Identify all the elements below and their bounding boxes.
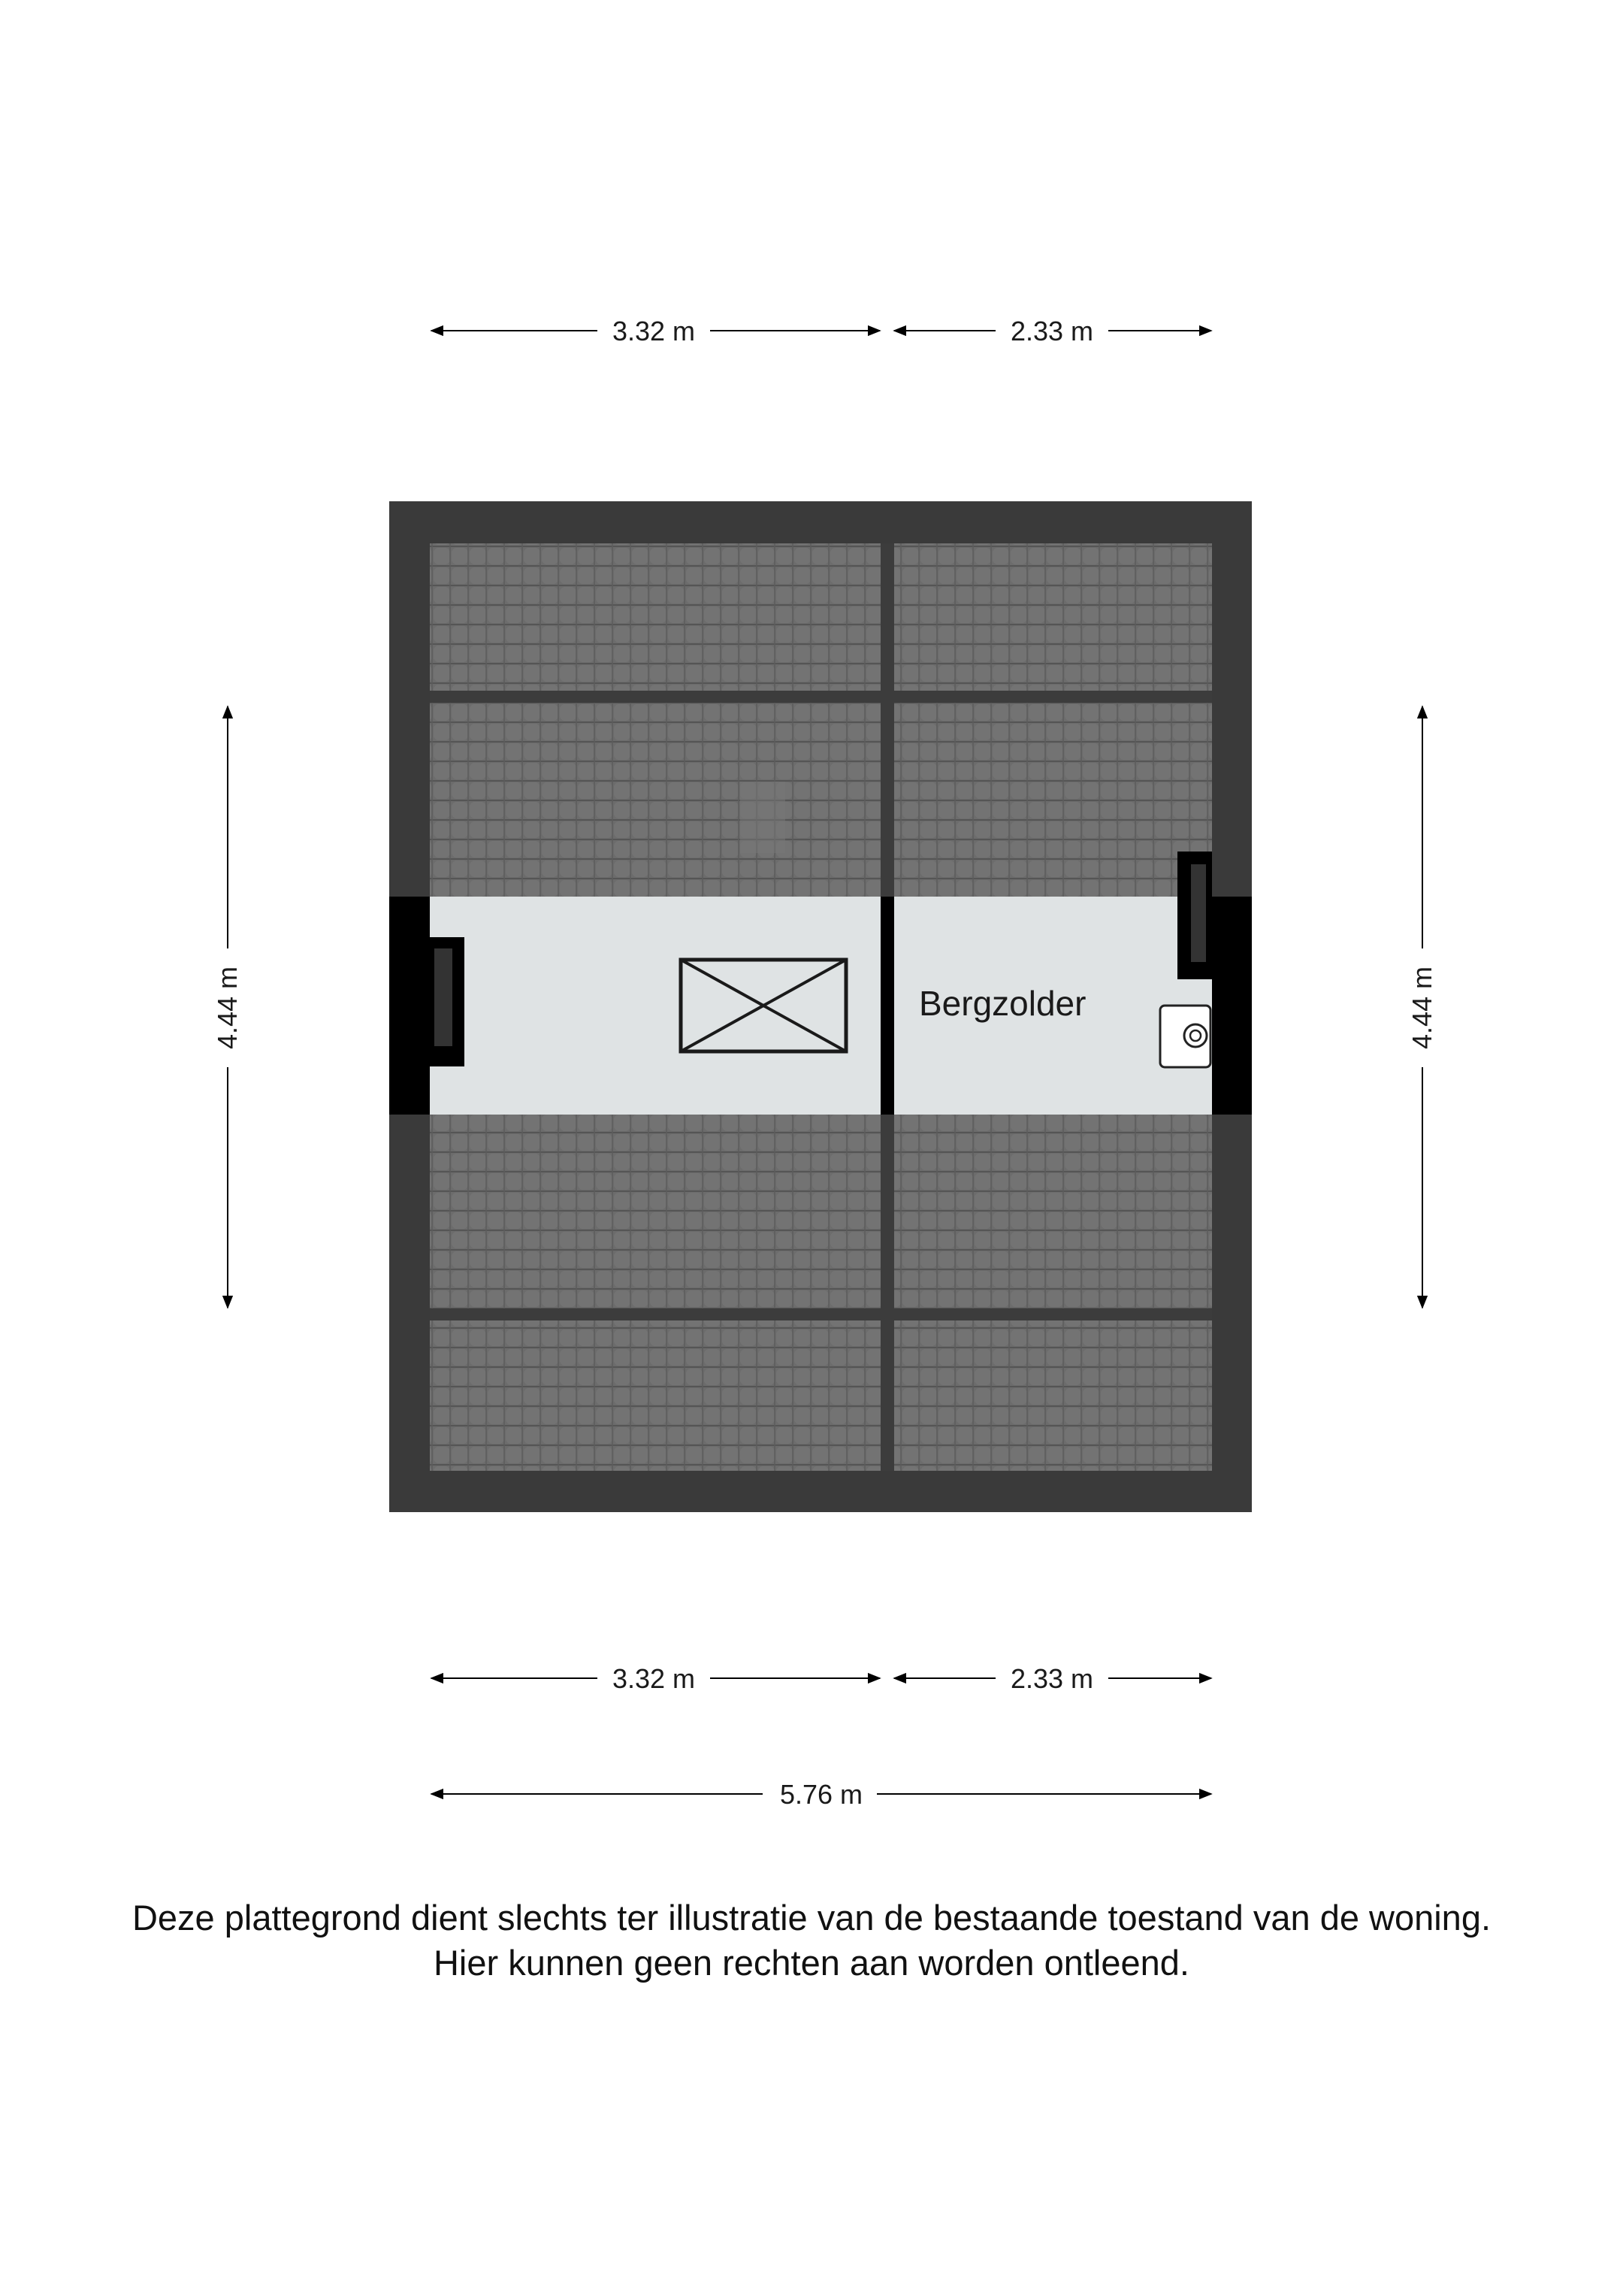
dimension-label: 2.33 m [1010, 316, 1094, 346]
dimension-left-height [212, 706, 243, 1308]
wall-left [389, 897, 430, 1115]
roof-tiles [430, 543, 881, 691]
partition-wall [881, 1072, 894, 1115]
dimension-bottom-left [431, 1663, 880, 1694]
dimension-label: 4.44 m [1407, 966, 1437, 1050]
roof-tiles [894, 1115, 1212, 1308]
roof-tiles [430, 1115, 881, 1308]
partition-wall [881, 897, 894, 939]
roof-tiles [894, 703, 1212, 897]
floor-area-left [430, 897, 881, 1115]
dimension-label: 5.76 m [779, 1779, 863, 1810]
dimension-top-left [431, 316, 880, 346]
dimension-label: 3.32 m [612, 316, 696, 346]
dimension-label: 2.33 m [1010, 1663, 1094, 1694]
dimension-label: 4.44 m [212, 966, 243, 1050]
dimension-top-right [894, 316, 1211, 346]
boiler-icon [1160, 1006, 1210, 1067]
dimension-bottom-total [431, 1779, 1211, 1810]
roof-tiles [894, 543, 1212, 691]
wall-right [1212, 897, 1252, 1115]
roof-tiles [430, 1320, 881, 1471]
dimension-right-height [1407, 706, 1437, 1308]
dimension-label: 3.32 m [612, 1663, 696, 1694]
dimension-bottom-right [894, 1663, 1211, 1694]
roof-tiles [894, 1320, 1212, 1471]
roof-tiles [430, 703, 881, 897]
room-label: Bergzolder [919, 984, 1087, 1023]
disclaimer-line-1: Deze plattegrond dient slechts ter illustratie van de bestaande toestand van de woning. [131, 1898, 1492, 1938]
disclaimer-line-2: Hier kunnen geen rechten aan worden ontleend. [433, 1943, 1189, 1983]
